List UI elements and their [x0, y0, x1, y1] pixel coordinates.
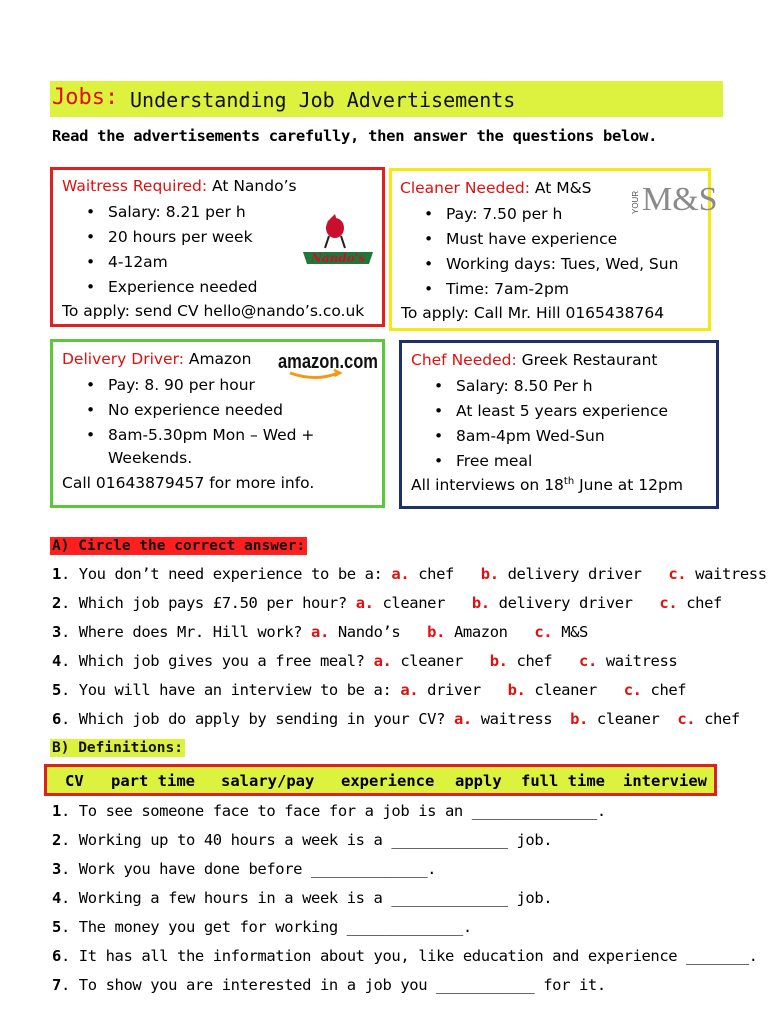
- list-item: • Salary: 8.21 per h: [82, 200, 257, 225]
- list-item-continuation: Weekends.: [108, 449, 193, 467]
- question-a5: 5. You will have an interview to be a: a. driver b. cleaner c. chef: [52, 681, 687, 699]
- ad-title: Cleaner Needed:: [400, 179, 530, 197]
- question-b4: 4. Working a few hours in a week is a _____________ job.: [52, 889, 553, 907]
- question-a1: 1. You don’t need experience to be a: a. chef b. delivery driver c. waitress: [52, 565, 767, 583]
- question-b2: 2. Working up to 40 hours a week is a _____________ job.: [52, 831, 553, 849]
- question-a2: 2. Which job pays £7.50 per hour? a. cleaner b. delivery driver c. chef: [52, 594, 722, 612]
- nandos-logo: [299, 212, 377, 270]
- ad-title: Chef Needed:: [411, 351, 517, 369]
- ad-apply: To apply: Call Mr. Hill 0165438764: [401, 304, 665, 322]
- ad-apply: All interviews on 18th June at 12pm: [411, 476, 683, 495]
- question-b6: 6. It has all the information about you, like education and experience _______.: [52, 947, 758, 965]
- list-item: • No experience needed: [82, 398, 314, 423]
- ad-apply: Call 01643879457 for more info.: [62, 474, 315, 492]
- list-item: • Time: 7am-2pm: [420, 277, 678, 302]
- word-item: apply: [455, 772, 502, 790]
- ad-driver: [50, 339, 385, 508]
- list-item: • 20 hours per week: [82, 225, 257, 250]
- word-bank: [44, 764, 717, 796]
- list-item: • At least 5 years experience: [430, 399, 668, 424]
- list-item: • Pay: 7.50 per h: [420, 202, 678, 227]
- word-item: part time: [111, 772, 195, 790]
- word-item: CV: [65, 772, 84, 790]
- section-a-heading: A) Circle the correct answer:: [52, 538, 306, 554]
- question-b3: 3. Work you have done before _____________.: [52, 860, 437, 878]
- list-item: • 8am-4pm Wed-Sun: [430, 424, 668, 449]
- svg-text:YOUR: YOUR: [631, 190, 640, 214]
- question-a6: 6. Which job do apply by sending in your CV? a. waitress b. cleaner c. chef: [52, 710, 740, 728]
- ad-title: Waitress Required:: [62, 177, 208, 195]
- question-a4: 4. Which job gives you a free meal? a. cleaner b. chef c. waitress: [52, 652, 678, 670]
- list-item: • Working days: Tues, Wed, Sun: [420, 252, 678, 277]
- list-item: • Experience needed: [82, 275, 257, 300]
- word-item: salary/pay: [221, 772, 315, 790]
- ad-title: Delivery Driver:: [62, 350, 184, 368]
- ad-cleaner: [389, 168, 718, 331]
- ad-list: [82, 200, 257, 300]
- ad-list: [430, 374, 668, 474]
- word-item: full time: [521, 772, 605, 790]
- word-item: interview: [623, 772, 707, 790]
- section-b-heading: B) Definitions:: [52, 740, 183, 756]
- list-item: • Pay: 8. 90 per hour: [82, 373, 314, 398]
- question-a3: 3. Where does Mr. Hill work? a. Nando’s b. Amazon c. M&S: [52, 623, 588, 641]
- title-jobs: Jobs:: [52, 85, 119, 110]
- question-b5: 5. The money you get for working _____________.: [52, 918, 472, 936]
- list-item: • 8am-5.30pm Mon – Wed +: [82, 423, 314, 448]
- ad-place: Amazon: [183, 350, 252, 368]
- logo-text: amazon.com: [278, 351, 378, 373]
- ad-chef: [399, 340, 719, 509]
- ad-waitress: [50, 167, 385, 327]
- ms-logo: [630, 174, 718, 218]
- title-bar: [50, 81, 723, 117]
- instructions: Read the advertisements carefully, then answer the questions below.: [52, 127, 658, 145]
- logo-text: Nando's: [310, 251, 366, 265]
- list-item: • Salary: 8.50 Per h: [430, 374, 668, 399]
- question-b7: 7. To show you are interested in a job you ___________ for it.: [52, 976, 606, 994]
- list-item: • Free meal: [430, 449, 668, 474]
- page-title: Understanding Job Advertisements: [130, 88, 516, 112]
- list-item: • 4-12am: [82, 250, 257, 275]
- list-item: • Must have experience: [420, 227, 678, 252]
- amazon-logo: [276, 348, 381, 382]
- logo-text: M&S: [642, 181, 718, 218]
- question-b1: 1. To see someone face to face for a job is an ______________.: [52, 802, 606, 820]
- ad-apply: To apply: send CV hello@nando’s.co.uk: [62, 302, 365, 320]
- ad-place: At Nando’s: [207, 177, 297, 195]
- word-item: experience: [341, 772, 435, 790]
- ad-place: Greek Restaurant: [516, 351, 658, 369]
- ad-place: At M&S: [529, 179, 592, 197]
- ad-list: [82, 373, 314, 448]
